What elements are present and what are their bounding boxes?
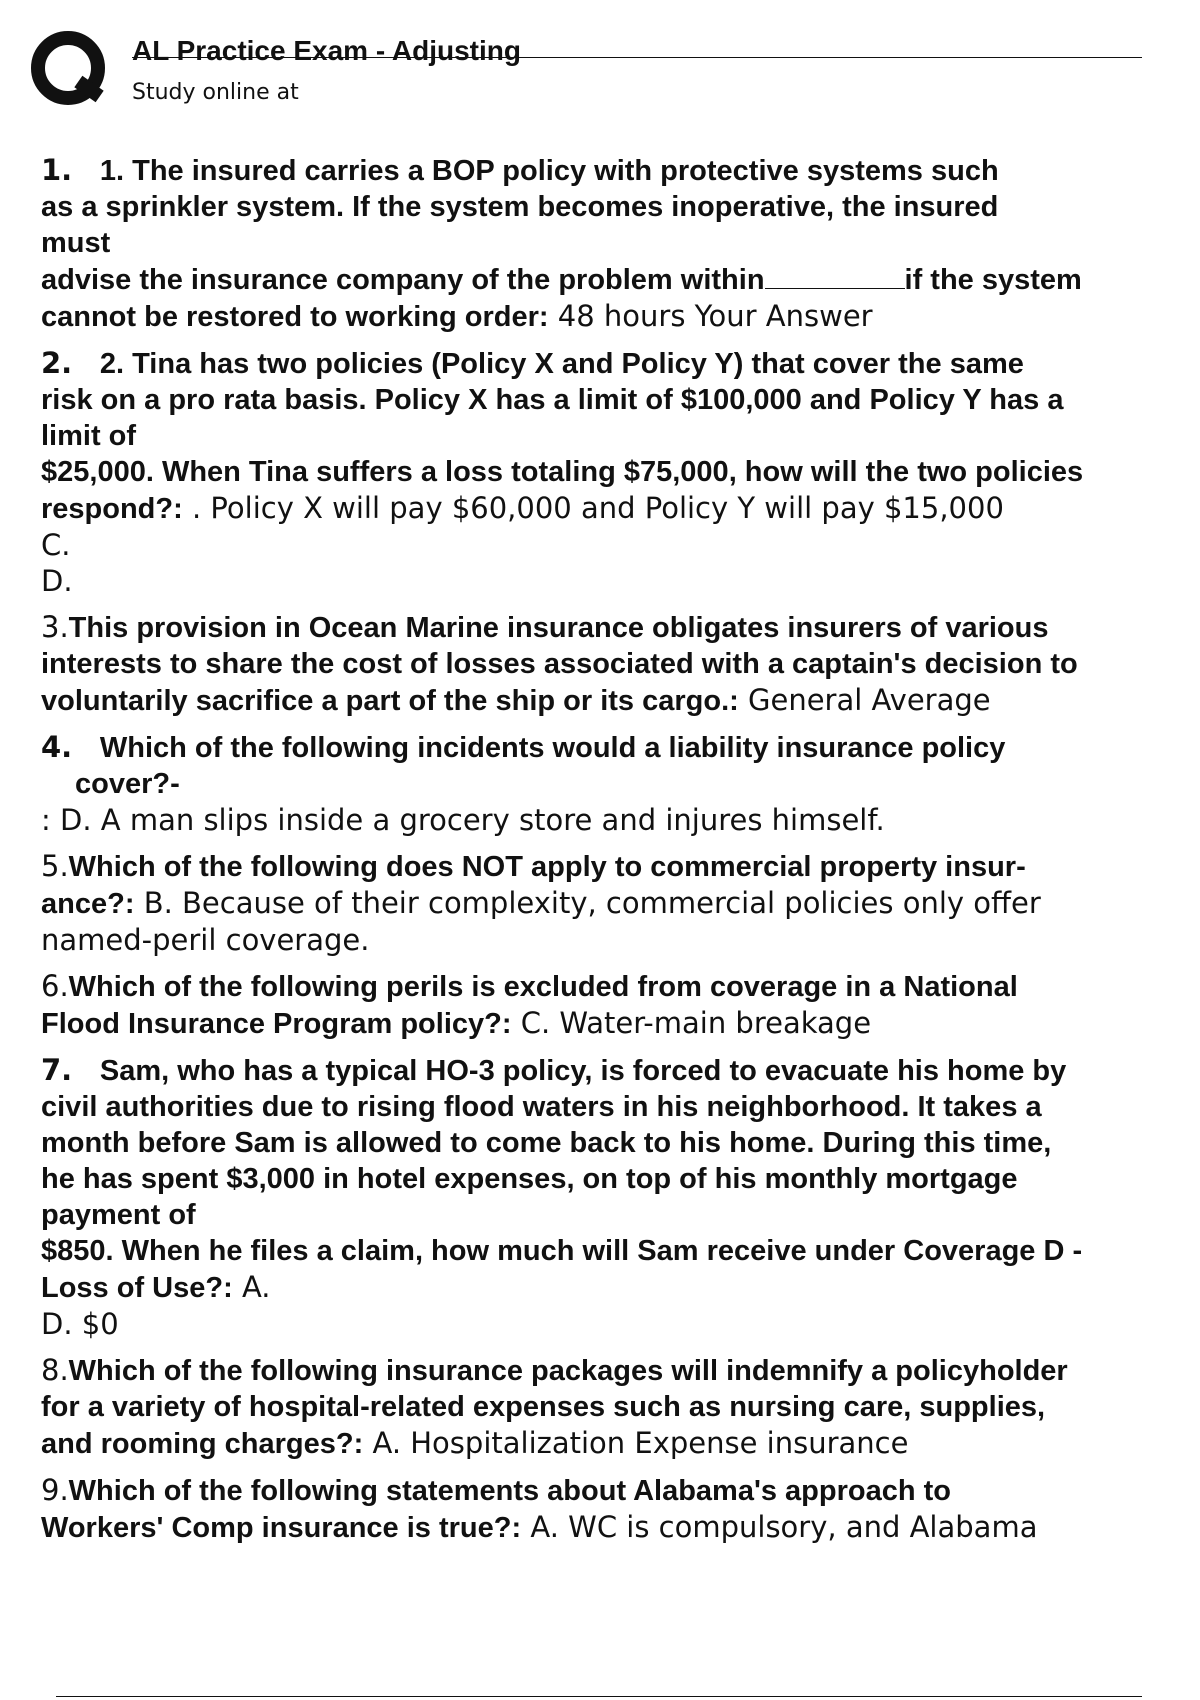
question-text: voluntarily sacrifice a part of the ship or its cargo.: <box>41 685 739 717</box>
question-1 <box>41 152 1196 335</box>
question-text: limit of <box>41 420 137 452</box>
question-text: Which of the following insurance packages will indemnify a policyholder <box>68 1355 1068 1387</box>
answer-option: C. <box>41 528 71 562</box>
answer-option: D. $0 <box>41 1307 119 1341</box>
question-8 <box>41 1352 1196 1462</box>
question-text: $850. When he files a claim, how much will Sam receive under Coverage D - <box>41 1235 1083 1267</box>
question-text: and rooming charges?: <box>41 1428 364 1460</box>
question-number: 5. <box>41 849 69 883</box>
question-text: civil authorities due to rising flood waters in his neighborhood. It takes a <box>41 1091 1042 1123</box>
question-text: cover?- <box>75 768 180 800</box>
answer-text: B. Because of their complexity, commercial policies only offer <box>143 886 1041 920</box>
answer-text: A. Hospitalization Expense insurance <box>372 1426 909 1460</box>
question-6 <box>41 968 1196 1042</box>
answer-text: . Policy X will pay $60,000 and Policy Y will pay $15,000 <box>192 491 1004 525</box>
answer-text: named-peril coverage. <box>41 923 370 957</box>
question-text: ance?: <box>41 888 135 920</box>
question-text: Flood Insurance Program policy?: <box>41 1008 512 1040</box>
question-number: 8. <box>41 1353 69 1387</box>
question-number: 4. <box>41 730 73 764</box>
header-divider <box>132 57 1142 58</box>
question-text: This provision in Ocean Marine insurance obligates insurers of various <box>68 612 1049 644</box>
answer-text: General Average <box>748 683 991 717</box>
question-text: Loss of Use?: <box>41 1272 233 1304</box>
question-text: respond?: <box>41 493 183 525</box>
fill-in-blank <box>765 264 905 289</box>
question-4 <box>41 729 1196 838</box>
question-text: month before Sam is allowed to come back to his home. During this time, <box>41 1127 1052 1159</box>
answer-text: A. <box>241 1270 271 1304</box>
answer-option: D. <box>41 564 73 598</box>
question-text: must <box>41 227 111 259</box>
quizlet-logo-icon <box>30 30 110 110</box>
question-3 <box>41 609 1196 719</box>
question-9 <box>41 1472 1196 1546</box>
study-online-text: Study online at <box>132 80 299 105</box>
question-number: 2. <box>41 346 73 380</box>
answer-text: 48 hours Your Answer <box>557 299 873 333</box>
question-number: 3. <box>41 610 69 644</box>
question-text: interests to share the cost of losses associated with a captain's decision to <box>41 648 1078 680</box>
question-text: he has spent $3,000 in hotel expenses, on top of his monthly mortgage <box>41 1163 1018 1195</box>
answer-text: C. Water-main breakage <box>520 1006 872 1040</box>
question-text: Sam, who has a typical HO-3 policy, is forced to evacuate his home by <box>99 1055 1067 1087</box>
question-text: cannot be restored to working order: <box>41 301 549 333</box>
question-list <box>41 152 1196 1556</box>
question-text: for a variety of hospital-related expenses such as nursing care, supplies, <box>41 1391 1046 1423</box>
question-text: Which of the following does NOT apply to commercial property insur- <box>68 851 1026 883</box>
question-number: 6. <box>41 969 69 1003</box>
question-text: payment of <box>41 1199 196 1231</box>
question-7 <box>41 1052 1196 1342</box>
question-number: 7. <box>41 1053 73 1087</box>
question-number: 9. <box>41 1473 69 1507</box>
question-text: 2. Tina has two policies (Policy X and Policy Y) that cover the same <box>99 348 1024 380</box>
question-text: Which of the following statements about Alabama's approach to <box>68 1475 952 1507</box>
question-5 <box>41 848 1196 958</box>
question-text: if the system <box>904 264 1082 296</box>
question-text: 1. The insured carries a BOP policy with protective systems such <box>99 155 999 187</box>
question-text: Which of the following perils is excluded from coverage in a National <box>68 971 1018 1003</box>
question-number: 1. <box>41 153 73 187</box>
document-title: AL Practice Exam - Adjusting <box>132 35 521 66</box>
question-text: advise the insurance company of the problem within <box>41 264 765 296</box>
question-text: $25,000. When Tina suffers a loss totaling $75,000, how will the two policies <box>41 456 1084 488</box>
question-text: risk on a pro rata basis. Policy X has a limit of $100,000 and Policy Y has a <box>41 384 1064 416</box>
answer-text: A. WC is compulsory, and Alabama <box>530 1510 1038 1544</box>
question-text: : <box>41 803 51 837</box>
footer-divider <box>56 1696 1142 1697</box>
question-text: Workers' Comp insurance is true?: <box>41 1512 522 1544</box>
question-text: as a sprinkler system. If the system becomes inoperative, the insured <box>41 191 999 223</box>
answer-text: D. A man slips inside a grocery store and injures himself. <box>60 803 885 837</box>
question-2 <box>41 345 1196 599</box>
question-text: Which of the following incidents would a liability insurance policy <box>99 732 1006 764</box>
